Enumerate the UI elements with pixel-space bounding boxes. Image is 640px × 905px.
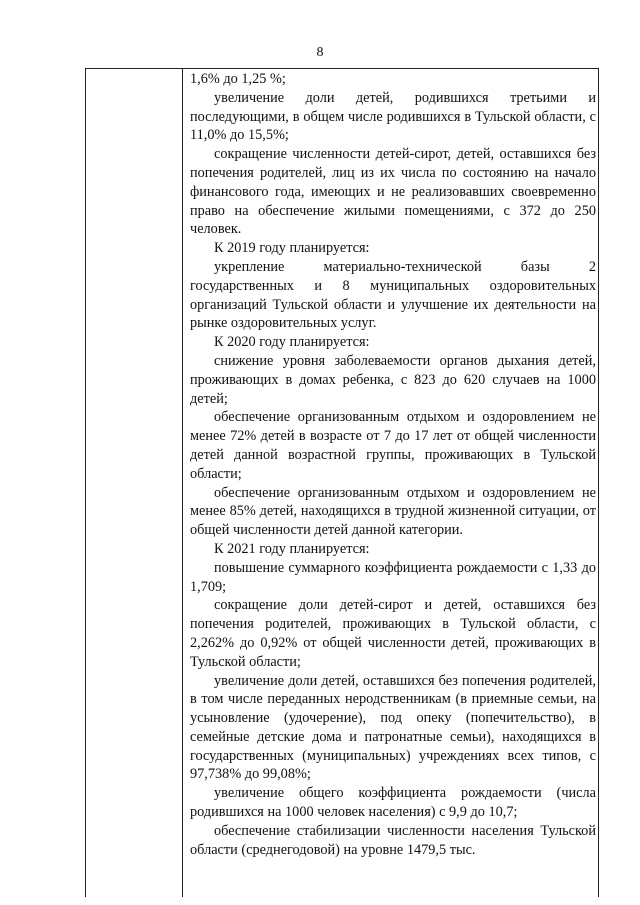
paragraph: К 2019 году планируется:: [214, 240, 370, 257]
paragraph: обеспечение стабилизации численности населения Тульской области (среднегодовой) на уровне 1479,5 тыс.: [190, 822, 596, 858]
paragraph: увеличение доли детей, родившихся третьими и последующими, в общем числе родившихся в Тульской области, с 11,0% до 15,5%;: [190, 89, 596, 144]
empty-left-cell: [86, 69, 183, 897]
page-number: 8: [316, 45, 324, 60]
paragraph: увеличение доли детей, оставшихся без попечения родителей, в том числе переданных неродственникам (в приемные семьи, на усыновление (удочерение), под опеку (попечительство), в семейные детские дома и патронатные семьи), находящихся в государственных (муниципальных) учреждениях всех типов, с 97,738% до 99,08%;: [190, 672, 596, 783]
text-cell: [183, 69, 598, 897]
paragraph: обеспечение организованным отдыхом и оздоровлением не менее 72% детей в возрасте от 7 до 17 лет от общей численности детей данной возрастной группы, проживающих в Тульской области;: [190, 409, 596, 482]
paragraph: укрепление материально-технической базы 2 государственных и 8 муниципальных оздоровительных организаций Тульской области и улучшение их деятельности на рынке оздоровительных услуг.: [190, 258, 596, 332]
paragraph: сокращение численности детей-сирот, детей, оставшихся без попечения родителей, лиц из их числа по состоянию на начало финансового года, имеющих и не реализовавших своевременно право на обеспечение жилыми помещениями, с 372 до 250 человек.: [190, 146, 596, 238]
paragraph: обеспечение организованным отдыхом и оздоровлением не менее 85% детей, находящихся в трудной жизненной ситуации, от общей численности детей данной категории.: [190, 484, 596, 539]
paragraph: сокращение доли детей-сирот и детей, оставшихся без попечения родителей, проживающих в Тульской области, с 2,262% до 0,92% от общей численности детей, проживающих в Тульской области;: [190, 597, 596, 670]
paragraph: 1,6% до 1,25 %;: [190, 71, 286, 87]
paragraph: увеличение общего коэффициента рождаемости (числа родившихся на 1000 человек населения) с 9,9 до 10,7;: [190, 785, 596, 821]
paragraph: К 2020 году планируется:: [214, 334, 370, 351]
paragraph: повышение суммарного коэффициента рождаемости с 1,33 до 1,709;: [190, 559, 596, 595]
content-table: [85, 68, 599, 897]
paragraph: снижение уровня заболеваемости органов дыхания детей, проживающих в домах ребенка, с 823 до 620 случаев на 1000 детей;: [190, 352, 596, 407]
paragraph: К 2021 году планируется:: [214, 540, 370, 557]
